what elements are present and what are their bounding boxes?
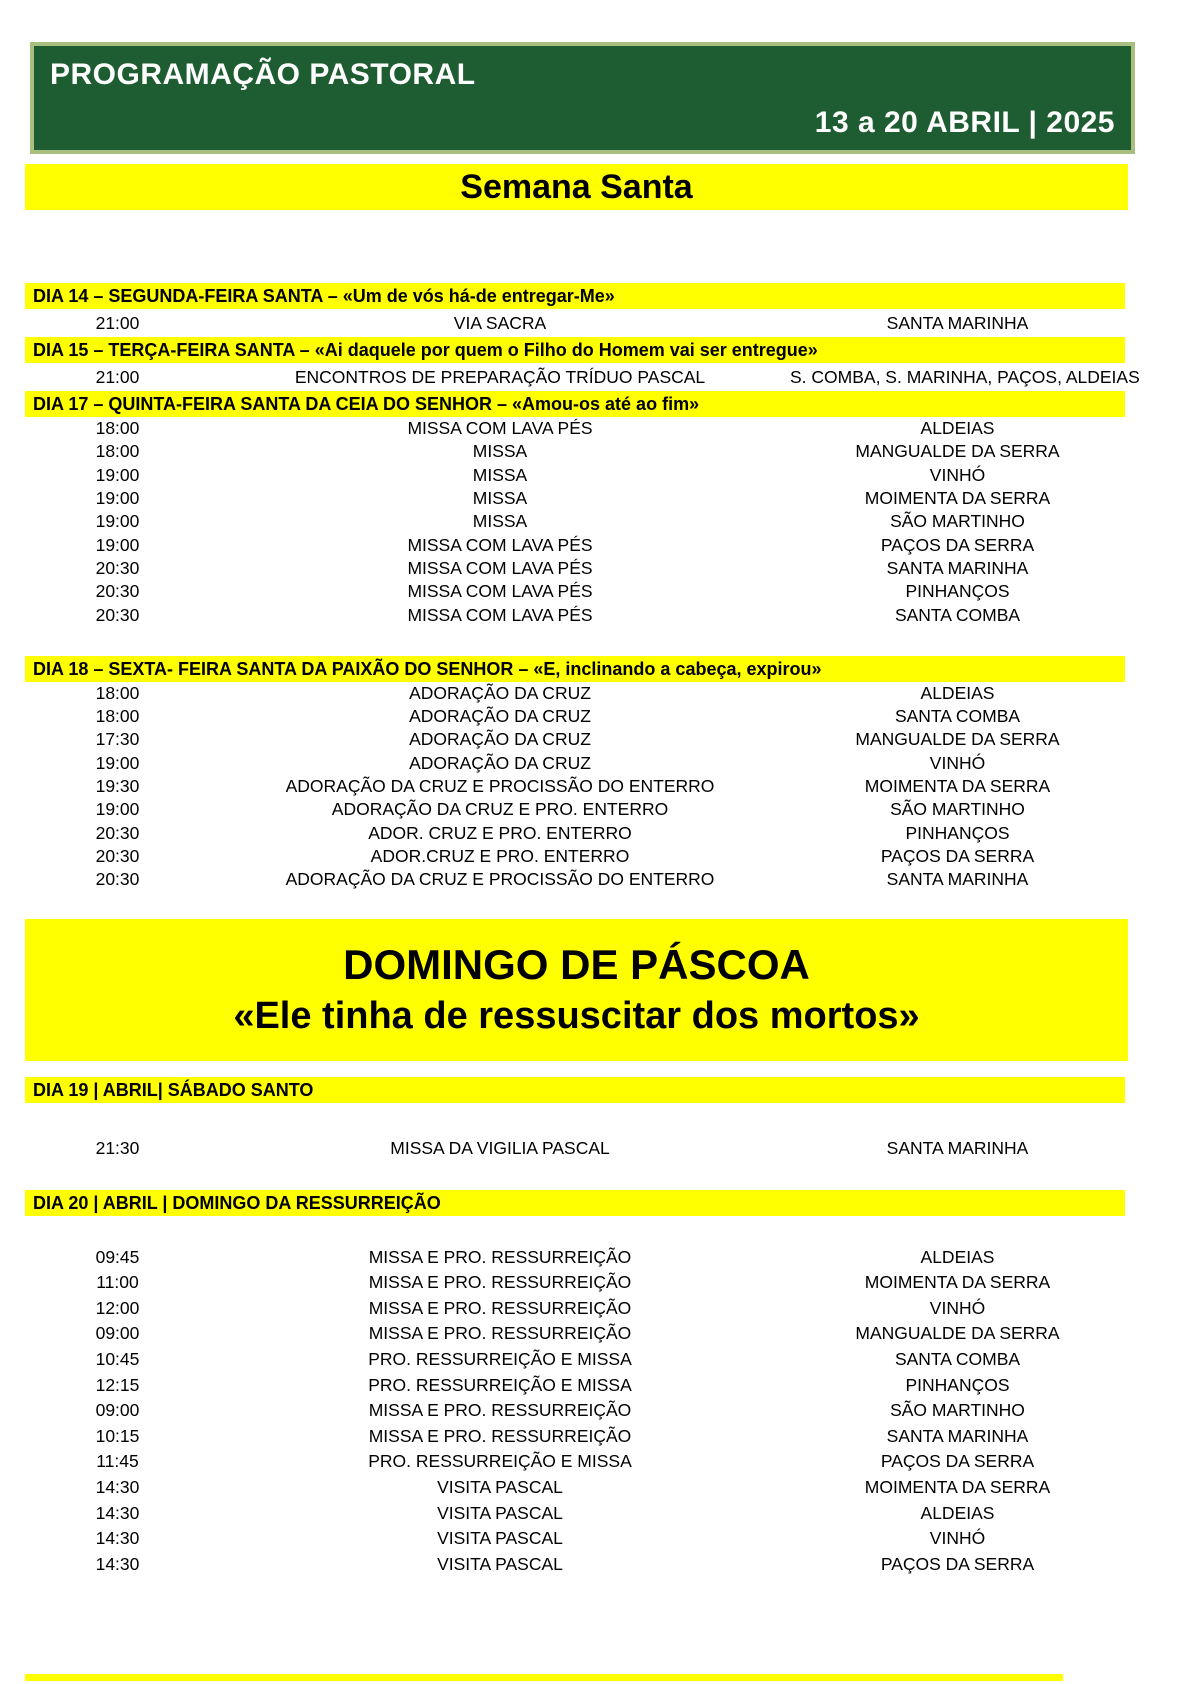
time-cell: 20:30 [95,845,140,866]
location-cell: ALDEIAS [920,1502,995,1523]
event-cell: PRO. RESSURREIÇÃO E MISSA [368,1374,632,1395]
semana-santa-banner: Semana Santa [25,164,1128,210]
event-cell: VIA SACRA [453,312,547,333]
table-row [25,705,1125,728]
location-cell: VINHÓ [929,464,986,485]
table-row [25,464,1125,487]
location-cell: MANGUALDE DA SERRA [855,729,1060,750]
schedule-section [25,391,1125,627]
section-rows [25,417,1125,627]
time-cell: 21:00 [95,366,140,387]
time-cell: 20:30 [95,822,140,843]
table-row [25,363,1140,391]
time-cell: 09:45 [95,1246,140,1267]
event-cell: MISSA E PRO. RESSURREIÇÃO [368,1400,632,1421]
event-cell: MISSA [472,464,528,485]
location-cell: ALDEIAS [920,1246,995,1267]
location-cell: SÃO MARTINHO [890,799,1025,820]
event-cell: VISITA PASCAL [437,1502,563,1523]
bottom-cutoff-strip [25,1674,1063,1681]
table-row [25,580,1125,603]
event-cell: PRO. RESSURREIÇÃO E MISSA [368,1349,632,1370]
event-cell: ENCONTROS DE PREPARAÇÃO TRÍDUO PASCAL [294,366,706,387]
location-cell: PINHANÇOS [905,581,1010,602]
event-cell: MISSA E PRO. RESSURREIÇÃO [368,1246,632,1267]
event-cell: ADORAÇÃO DA CRUZ E PROCISSÃO DO ENTERRO [285,869,715,890]
table-row [25,1133,1125,1163]
location-cell: SANTA MARINHA [886,312,1029,333]
location-cell: SANTA MARINHA [886,1137,1029,1158]
table-row [25,1321,1125,1347]
time-cell: 18:00 [95,441,140,462]
location-cell: MOIMENTA DA SERRA [864,1272,1051,1293]
location-cell: SANTA COMBA [894,604,1021,625]
table-row [25,1244,1125,1270]
event-cell: ADORAÇÃO DA CRUZ [409,729,591,750]
time-cell: 14:30 [95,1553,140,1574]
location-cell: VINHÓ [929,752,986,773]
location-cell: S. COMBA, S. MARINHA, PAÇOS, ALDEIAS [790,366,1140,387]
table-row [25,775,1125,798]
table-row [25,1270,1125,1296]
time-cell: 10:45 [95,1349,140,1370]
table-row [25,533,1125,556]
event-cell: PRO. RESSURREIÇÃO E MISSA [368,1451,632,1472]
table-row [25,1500,1125,1526]
time-cell: 19:00 [95,488,140,509]
event-cell: VISITA PASCAL [437,1553,563,1574]
schedule-section [25,1077,1125,1163]
location-cell: SANTA COMBA [894,706,1021,727]
time-cell: 18:00 [95,682,140,703]
location-cell: SÃO MARTINHO [890,511,1025,532]
schedule-section [25,283,1125,337]
location-cell: PAÇOS DA SERRA [880,534,1035,555]
event-cell: MISSA COM LAVA PÉS [407,418,593,439]
event-cell: MISSA DA VIGILIA PASCAL [390,1137,610,1158]
schedule-section [25,337,1140,391]
section-rows [25,1244,1125,1577]
time-cell: 20:30 [95,557,140,578]
holy-week-sections [0,283,1191,891]
table-row [25,603,1125,626]
table-row [25,1526,1125,1552]
location-cell: SÃO MARTINHO [890,1400,1025,1421]
time-cell: 21:30 [95,1137,140,1158]
table-row [25,1296,1125,1322]
event-cell: ADOR.CRUZ E PRO. ENTERRO [370,845,630,866]
table-row [25,728,1125,751]
location-cell: PINHANÇOS [905,1374,1010,1395]
time-cell: 14:30 [95,1528,140,1549]
location-cell: VINHÓ [929,1297,986,1318]
location-cell: ALDEIAS [920,682,995,703]
event-cell: ADORAÇÃO DA CRUZ [409,752,591,773]
location-cell: MOIMENTA DA SERRA [864,488,1051,509]
section-header-bar: DIA 17 – QUINTA-FEIRA SANTA DA CEIA DO SENHOR – «Amou-os até ao fim» [25,391,1125,417]
section-rows [25,682,1125,892]
location-cell: VINHÓ [929,1528,986,1549]
table-row [25,1475,1125,1501]
location-cell: ALDEIAS [920,418,995,439]
schedule-section [25,1190,1125,1577]
event-cell: MISSA [472,511,528,532]
time-cell: 12:15 [95,1374,140,1395]
event-cell: VISITA PASCAL [437,1528,563,1549]
location-cell: MANGUALDE DA SERRA [855,441,1060,462]
time-cell: 11:00 [96,1272,139,1293]
table-row [25,845,1125,868]
event-cell: MISSA COM LAVA PÉS [407,604,593,625]
location-cell: SANTA COMBA [894,1349,1021,1370]
time-cell: 18:00 [95,418,140,439]
time-cell: 19:00 [95,511,140,532]
event-cell: ADOR. CRUZ E PRO. ENTERRO [368,822,632,843]
time-cell: 14:30 [95,1476,140,1497]
location-cell: MOIMENTA DA SERRA [864,1476,1051,1497]
location-cell: SANTA MARINHA [886,557,1029,578]
table-row [25,798,1125,821]
schedule-section [25,656,1125,892]
location-cell: PAÇOS DA SERRA [880,1553,1035,1574]
table-row [25,1551,1125,1577]
time-cell: 12:00 [95,1297,140,1318]
time-cell: 19:00 [95,464,140,485]
event-cell: MISSA COM LAVA PÉS [407,581,593,602]
table-row [25,821,1125,844]
location-cell: SANTA MARINHA [886,1425,1029,1446]
location-cell: MOIMENTA DA SERRA [864,776,1051,796]
time-cell: 18:00 [95,706,140,727]
table-row [25,868,1125,891]
table-row [25,1372,1125,1398]
time-cell: 19:00 [95,799,140,820]
time-cell: 14:30 [95,1502,140,1523]
easter-banner [25,919,1128,1061]
table-row [25,1347,1125,1373]
time-cell: 10:15 [95,1425,140,1446]
section-header-bar: DIA 15 – TERÇA-FEIRA SANTA – «Ai daquele por quem o Filho do Homem vai ser entregue» [25,337,1125,363]
time-cell: 21:00 [95,312,140,333]
location-cell: SANTA MARINHA [886,869,1029,890]
time-cell: 20:30 [95,581,140,602]
section-header-bar: DIA 18 – SEXTA- FEIRA SANTA DA PAIXÃO DO SENHOR – «E, inclinando a cabeça, expirou» [25,656,1125,682]
table-row [25,1398,1125,1424]
section-header-bar: DIA 14 – SEGUNDA-FEIRA SANTA – «Um de vós há-de entregar-Me» [25,283,1125,309]
location-cell: PAÇOS DA SERRA [880,1451,1035,1472]
event-cell: MISSA [472,488,528,509]
table-row [25,1424,1125,1450]
time-cell: 09:00 [95,1400,140,1421]
table-row [25,417,1125,440]
time-cell: 11:45 [96,1451,139,1472]
event-cell: MISSA E PRO. RESSURREIÇÃO [368,1425,632,1446]
location-cell: PINHANÇOS [905,822,1010,843]
event-cell: MISSA E PRO. RESSURREIÇÃO [368,1272,632,1293]
page-title: PROGRAMAÇÃO PASTORAL [50,58,476,91]
table-row [25,440,1125,463]
table-row [25,682,1125,705]
time-cell: 19:00 [95,534,140,555]
event-cell: MISSA E PRO. RESSURREIÇÃO [368,1323,632,1344]
easter-banner-title: DOMINGO DE PÁSCOA [343,941,810,989]
location-cell: MANGUALDE DA SERRA [855,1323,1060,1344]
pastoral-header [30,42,1135,154]
event-cell: MISSA COM LAVA PÉS [407,557,593,578]
time-cell: 19:00 [95,752,140,773]
event-cell: ADORAÇÃO DA CRUZ [409,682,591,703]
time-cell: 20:30 [95,869,140,890]
section-header-bar: DIA 19 | ABRIL| SÁBADO SANTO [25,1077,1125,1103]
table-row [25,309,1125,337]
section-rows [25,309,1125,337]
event-cell: ADORAÇÃO DA CRUZ E PROCISSÃO DO ENTERRO [285,776,715,796]
section-header-bar: DIA 20 | ABRIL | DOMINGO DA RESSURREIÇÃO [25,1190,1125,1216]
easter-sections [0,1077,1191,1577]
event-cell: VISITA PASCAL [437,1476,563,1497]
section-rows [25,363,1140,391]
time-cell: 20:30 [95,604,140,625]
time-cell: 09:00 [95,1323,140,1344]
table-row [25,510,1125,533]
table-row [25,1449,1125,1475]
time-cell: 19:30 [95,776,140,796]
event-cell: ADORAÇÃO DA CRUZ E PRO. ENTERRO [331,799,669,820]
section-rows [25,1133,1125,1163]
time-cell: 17:30 [95,729,140,750]
table-row [25,557,1125,580]
header-date-range: 13 a 20 ABRIL | 2025 [814,106,1115,139]
easter-banner-subtitle: «Ele tinha de ressuscitar dos mortos» [233,995,920,1038]
location-cell: PAÇOS DA SERRA [880,845,1035,866]
event-cell: MISSA E PRO. RESSURREIÇÃO [368,1297,632,1318]
table-row [25,752,1125,775]
table-row [25,487,1125,510]
event-cell: MISSA [472,441,528,462]
event-cell: ADORAÇÃO DA CRUZ [409,706,591,727]
event-cell: MISSA COM LAVA PÉS [407,534,593,555]
